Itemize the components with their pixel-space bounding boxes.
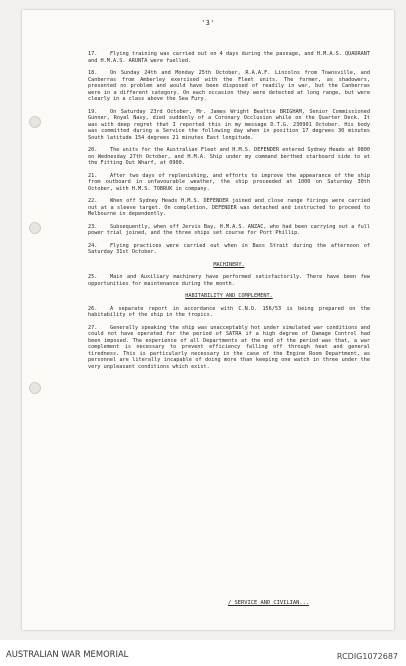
paragraph-group-machinery [88, 274, 370, 287]
paragraph-number: 18. [88, 70, 98, 76]
page-number: '3' [201, 19, 215, 27]
paragraph [88, 70, 370, 103]
archive-reference: RCDIG1072687 [336, 652, 398, 661]
paragraph-text: Flying training was carried out on 4 days during the passage, and H.M.A.S. QUADRANT and H.M.A.S. ARUNTA were fuelled. [88, 51, 370, 64]
paragraph-text: Main and Auxiliary machinery have performed satisfactorily. There have been few opportunities for maintenance during the month. [88, 274, 370, 287]
paragraph-number: 20. [88, 147, 98, 153]
punch-hole [29, 382, 41, 394]
paragraph-text: When off Sydney Heads H.M.S. DEFENDER joined and close range firings were carried out at a sleeve target. On completion, DEFENDER was detached and instructed to proceed to Melbourne in dependently. [88, 198, 370, 217]
archive-footer [0, 640, 406, 666]
paragraph-number: 21. [88, 172, 98, 179]
paragraph [88, 173, 370, 193]
paragraph [88, 325, 370, 371]
paragraph [88, 147, 370, 167]
archive-source: AUSTRALIAN WAR MEMORIAL [6, 649, 129, 659]
section-heading-habitability: HABITABILITY AND COMPLEMENT. [185, 293, 273, 299]
paragraph-text: After two days of replenishing, and efforts to improve the appearance of the ship from outboard in unfavourable weather, the ship proceeded at 1000 on Saturday 30th October, with H.M.S. TOBRUK in company. [88, 172, 370, 192]
paragraph [88, 243, 370, 256]
paragraph-text: On Sunday 24th and Monday 25th October, R.A.A.F. Lincolns from Townsville, and Canberras from Amberley exercised with the Fleet units. The former, as shadowers, presented no problem and would have been disposed of readily in war, but the Canberras were in a different category. On each occasion they were detected at long range, but were clearly in a class above the Sea Fury. [88, 70, 370, 102]
document-body [88, 51, 370, 376]
paragraph [88, 198, 370, 218]
paragraph-text: On Saturday 23rd October, Mr. James Wright Beattie BRIGHAM, Senior Commissioned Gunner, Royal Navy, died suddenly of a Coronary Occlusion while on the Quarter Deck. It was with deep regret that I reported this in my message D.T.G. 230901 October. His body was committed during a Service the following day when in position 17 degrees 30 minutes South latitude 154 degrees 21 minutes East longitude. [88, 108, 370, 141]
paragraph [88, 109, 370, 142]
paragraph-group-general [88, 51, 370, 256]
paragraph-text: Subsequently, when off Jervis Bay, H.M.A.S. ANZAC, who had been carrying out a full power trial joined, and the three ships set course for Port Phillip. [88, 223, 370, 236]
paragraph [88, 274, 370, 287]
paragraph-text: A separate report in accordance with C.N.O. 156/53 is being prepared on the habitability of the ship in the tropics. [88, 305, 370, 318]
paragraph-number: 25. [88, 274, 98, 280]
punch-hole [29, 222, 41, 234]
paragraph [88, 224, 370, 237]
paragraph-number: 17. [88, 51, 98, 57]
document-page [22, 10, 394, 630]
paragraph-number: 23. [88, 223, 98, 230]
paragraph-number: 26. [88, 305, 98, 312]
punch-hole [29, 116, 41, 128]
paragraph-text: The units for the Australian Fleet and H.M.S. DEFENDER entered Sydney Heads at 0800 on Wednesday 27th October, and H.M.A. Ship under my command berthed starboard side to at the Fitting Out Wharf, at 0900. [88, 147, 370, 166]
paragraph [88, 51, 370, 64]
paragraph-text: Flying practices were carried out when in Bass Strait during the afternoon of Saturday 31st October. [88, 242, 370, 255]
paragraph [88, 306, 370, 319]
paragraph-text: Generally speaking the ship was unacceptably hot under simulated war conditions and could not have operated for the period of SATRA if a high degree of Damage Control had been imposed. The experience of all Departments at the end of the period was that, a war complement is necessary to prevent efficiency falling off through heat and general tiredness. This is particularly necessary in the case of the Engine Room Department, as personnel are literally incapable of doing more than keeping one watch in three under the very unpleasant conditions which exist. [88, 324, 370, 370]
paragraph-number: 24. [88, 242, 98, 249]
paragraph-number: 27. [88, 324, 98, 331]
continuation-marker: / SERVICE AND CIVILIAN... [228, 600, 310, 606]
paragraph-group-habitability [88, 306, 370, 371]
paragraph-number: 19. [88, 108, 98, 115]
paragraph-number: 22. [88, 198, 98, 204]
section-heading-machinery: MACHINERY. [213, 261, 245, 268]
